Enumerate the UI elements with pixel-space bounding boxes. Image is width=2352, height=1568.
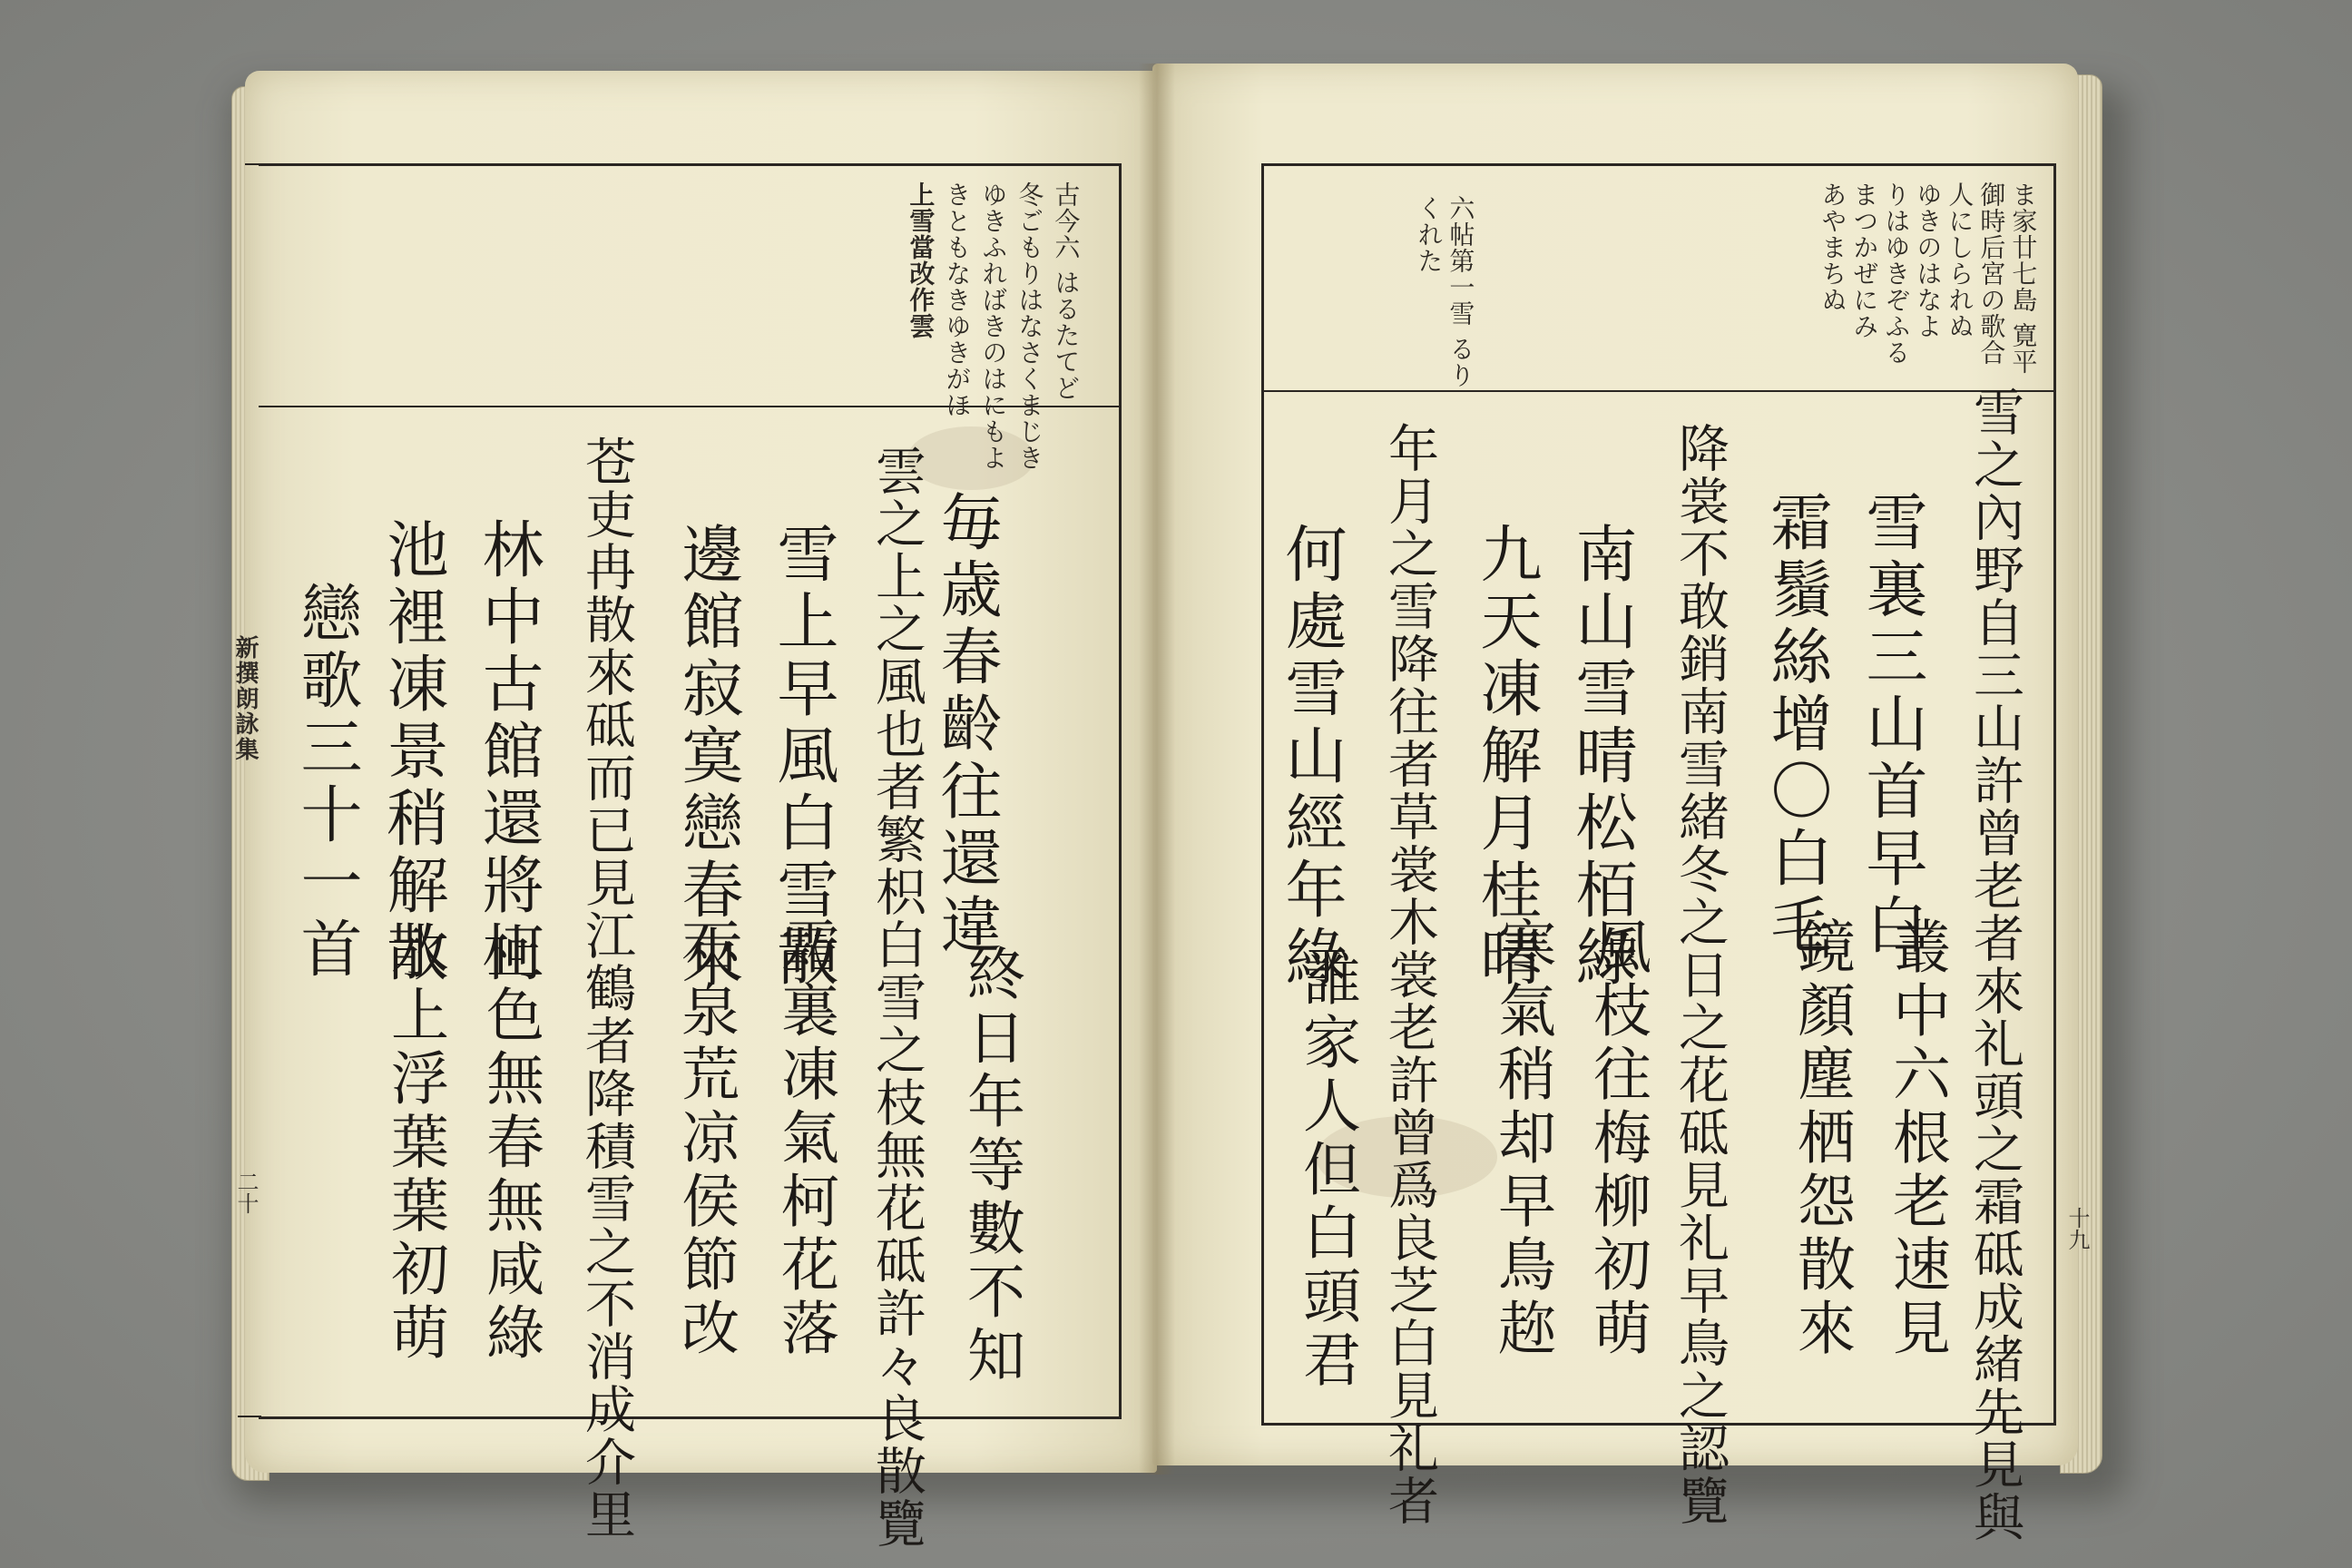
left-headnote-line: きともなきゆきがほ (942, 181, 973, 418)
right-headnote-line: 六帖第一雪 るり (1446, 195, 1476, 388)
poem-column: 水上浮葉葉初萌 (381, 921, 448, 1366)
book-title-margin: 新撰朗詠集 (231, 635, 259, 762)
poem-column: 叢中六根老速見 (1883, 916, 1950, 1361)
right-headnote-line: 御時后宮の歌合 (1976, 181, 2007, 366)
right-headnote-line: あやまちぬ (1818, 181, 1848, 313)
poem-column: 霜鬚絲增〇白毛 (1760, 490, 1832, 960)
poem-column: 石泉荒凉侯節改 (671, 916, 739, 1361)
left-outer-rule-top (245, 163, 263, 165)
poem-column: 何處雪山經年綠 (1275, 522, 1347, 992)
left-folio-number: 二十 (233, 1171, 259, 1214)
poem-column: 年月之雪降往者草裳木裳老許曾爲良芝白見礼者 (1380, 422, 1439, 1527)
left-headnote-line: 古今六 はるたてど (1051, 181, 1082, 401)
poem-column: 林中古館還將柯 (472, 517, 544, 987)
poem-column: 雲之上之風也者繁枳白雪之枝無花砥許々良散覽 (867, 445, 926, 1550)
poem-column: 苍吏冉散來砥而已見江鶴者降積雪之不消成介里 (577, 436, 636, 1541)
right-headnote-line: まつかぜにみ (1849, 181, 1880, 339)
right-headnote-divider (1261, 390, 2056, 392)
left-headnote-line: ゆきふればきのはにもよ (978, 181, 1009, 471)
poem-column: 毎歳春齡往還違 (930, 490, 1002, 960)
poem-column: 霜裏凍氣柯花落 (771, 916, 838, 1361)
right-margin-column (2058, 626, 2094, 1298)
poem-column: 降裳不敢銷南雪緒冬之日之花砥見礼早鳥之認覽 (1671, 422, 1730, 1527)
poem-column: 雪裏三山首早白 (1856, 490, 1927, 960)
book-gutter (1139, 64, 1175, 1475)
left-headnote-line: 上雪當改作雲 (906, 181, 936, 339)
right-headnote-line: 人にしられぬ (1945, 181, 1975, 339)
right-headnote-line: ま家廿七島 寛平 (2008, 181, 2039, 375)
poem-column: 止色無春無咸綠 (476, 921, 544, 1366)
poem-column: 雪上早風白雪散 (767, 522, 838, 992)
poem-column: 雪之內野自三山許曾老者來礼頭之霜砥成緒先見與 (1965, 386, 2024, 1544)
poem-column: 南山雪晴松栢綠 (1565, 522, 1637, 992)
poem-column: 終日年等數不知 (957, 944, 1024, 1388)
poem-column: 鏡顏塵栖怨散來 (1788, 916, 1855, 1361)
poem-column: 寒氣稍却早鳥趂 (1488, 916, 1555, 1361)
poem-column: 誰家人但白頭君 (1293, 948, 1360, 1393)
right-folio-number: 十九 (2064, 1207, 2090, 1250)
left-headnote-line: 冬ごもりはなさくまじき (1014, 181, 1045, 471)
left-margin-column (229, 635, 261, 1289)
section-heading: 戀歌三十一首 (290, 581, 362, 984)
right-headnote-line: ゆきのはなよ (1913, 181, 1944, 339)
left-outer-rule-bottom (238, 1416, 261, 1417)
right-headnote-line: りはゆきぞふる (1881, 181, 1912, 366)
poem-column: 九天凍解月桂晴 (1470, 522, 1542, 992)
poem-column: 池裡凍景稍解散 (377, 517, 448, 987)
poem-column: 風枝往梅柳初萌 (1583, 916, 1651, 1361)
poem-column: 邊館寂寞戀春來 (671, 522, 743, 992)
right-headnote-line: くれた (1414, 195, 1445, 274)
